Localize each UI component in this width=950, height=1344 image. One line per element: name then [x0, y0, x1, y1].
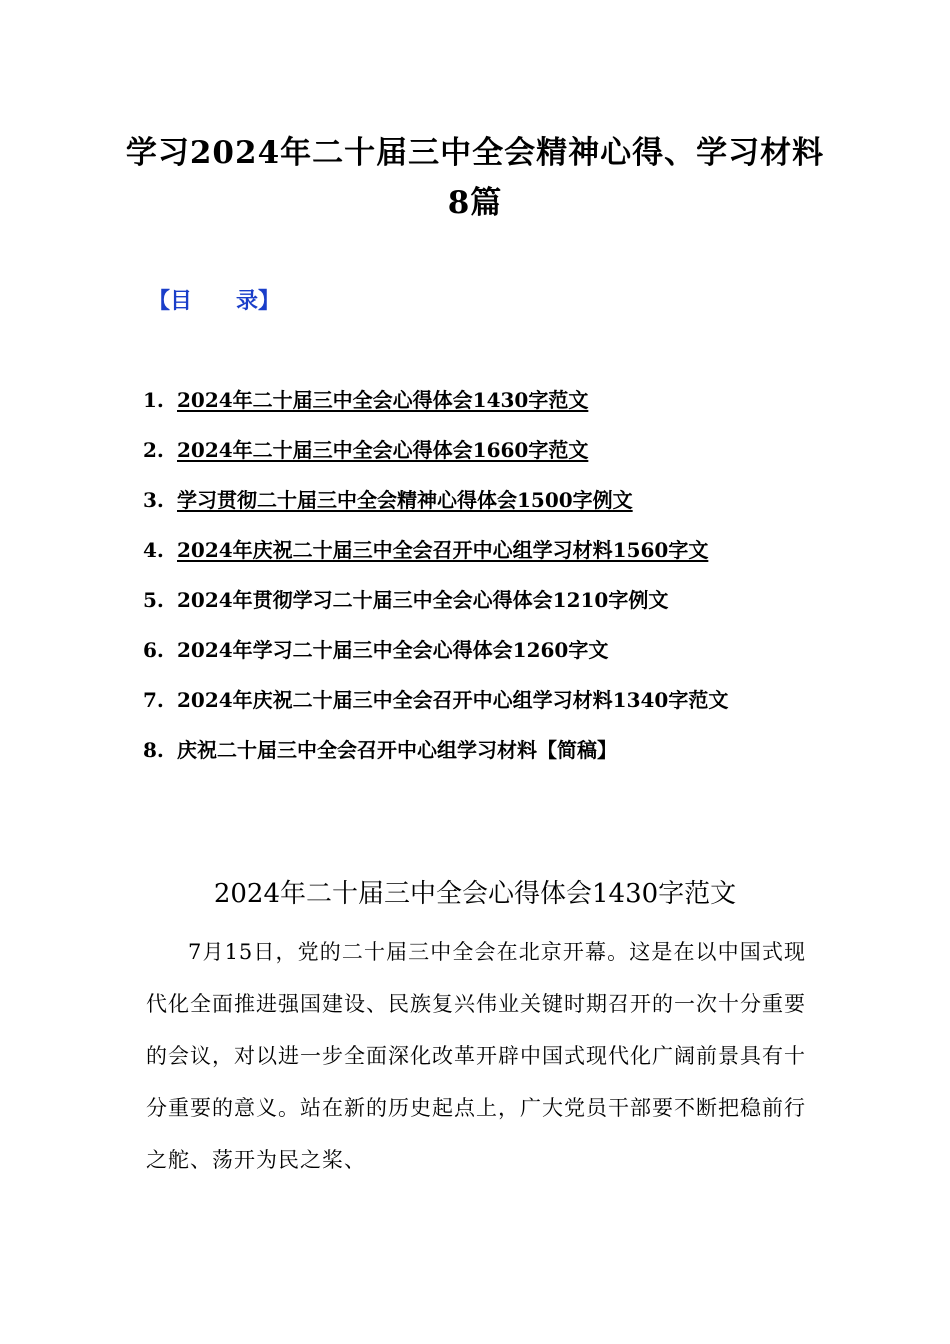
toc-item-2[interactable] — [143, 435, 843, 485]
toc-item-1[interactable] — [143, 385, 843, 435]
toc-link-3[interactable]: 学习贯彻二十届三中全会精神心得体会1500字例文 — [177, 488, 633, 512]
toc-item-8 — [143, 735, 843, 785]
toc-label-7: 2024年庆祝二十届三中全会召开中心组学习材料1340字范文 — [177, 688, 729, 712]
toc-item-number: 5. — [143, 588, 164, 612]
document-title: 学习2024年二十届三中全会精神心得、学习材料8篇 — [125, 135, 825, 221]
section-title: 2024年二十届三中全会心得体会1430字范文 — [213, 879, 737, 909]
toc-item-number: 6. — [143, 638, 164, 662]
toc-item-number: 4. — [143, 538, 164, 562]
toc-item-number: 1. — [143, 388, 164, 412]
toc-label-6: 2024年学习二十届三中全会心得体会1260字文 — [177, 638, 609, 662]
toc-item-number: 7. — [143, 688, 164, 712]
toc-heading: 【目 录】 — [148, 288, 281, 314]
toc-link-2[interactable]: 2024年二十届三中全会心得体会1660字范文 — [177, 438, 589, 462]
toc-item-4[interactable] — [143, 535, 843, 585]
toc-label-5: 2024年贯彻学习二十届三中全会心得体会1210字例文 — [177, 588, 669, 612]
toc-item-number: 2. — [143, 438, 164, 462]
toc-label-8: 庆祝二十届三中全会召开中心组学习材料【简稿】 — [177, 738, 617, 762]
table-of-contents — [143, 385, 843, 785]
toc-link-4[interactable]: 2024年庆祝二十届三中全会召开中心组学习材料1560字文 — [177, 538, 709, 562]
toc-item-7 — [143, 685, 843, 735]
toc-item-number: 8. — [143, 738, 164, 762]
toc-item-6 — [143, 635, 843, 685]
toc-link-1[interactable]: 2024年二十届三中全会心得体会1430字范文 — [177, 388, 589, 412]
body-paragraph: 7月15日，党的二十届三中全会在北京开幕。这是在以中国式现代化全面推进强国建设、民族复兴伟业关键时期召开的一次十分重要的会议，对以进一步全面深化改革开辟中国式现代化广阔前景具有十分重要的意义。站在新的历史起点上，广大党员干部要不断把稳前行之舵、荡开为民之桨、 — [146, 940, 806, 1172]
toc-item-number: 3. — [143, 488, 164, 512]
toc-item-5 — [143, 585, 843, 635]
toc-item-3[interactable] — [143, 485, 843, 535]
